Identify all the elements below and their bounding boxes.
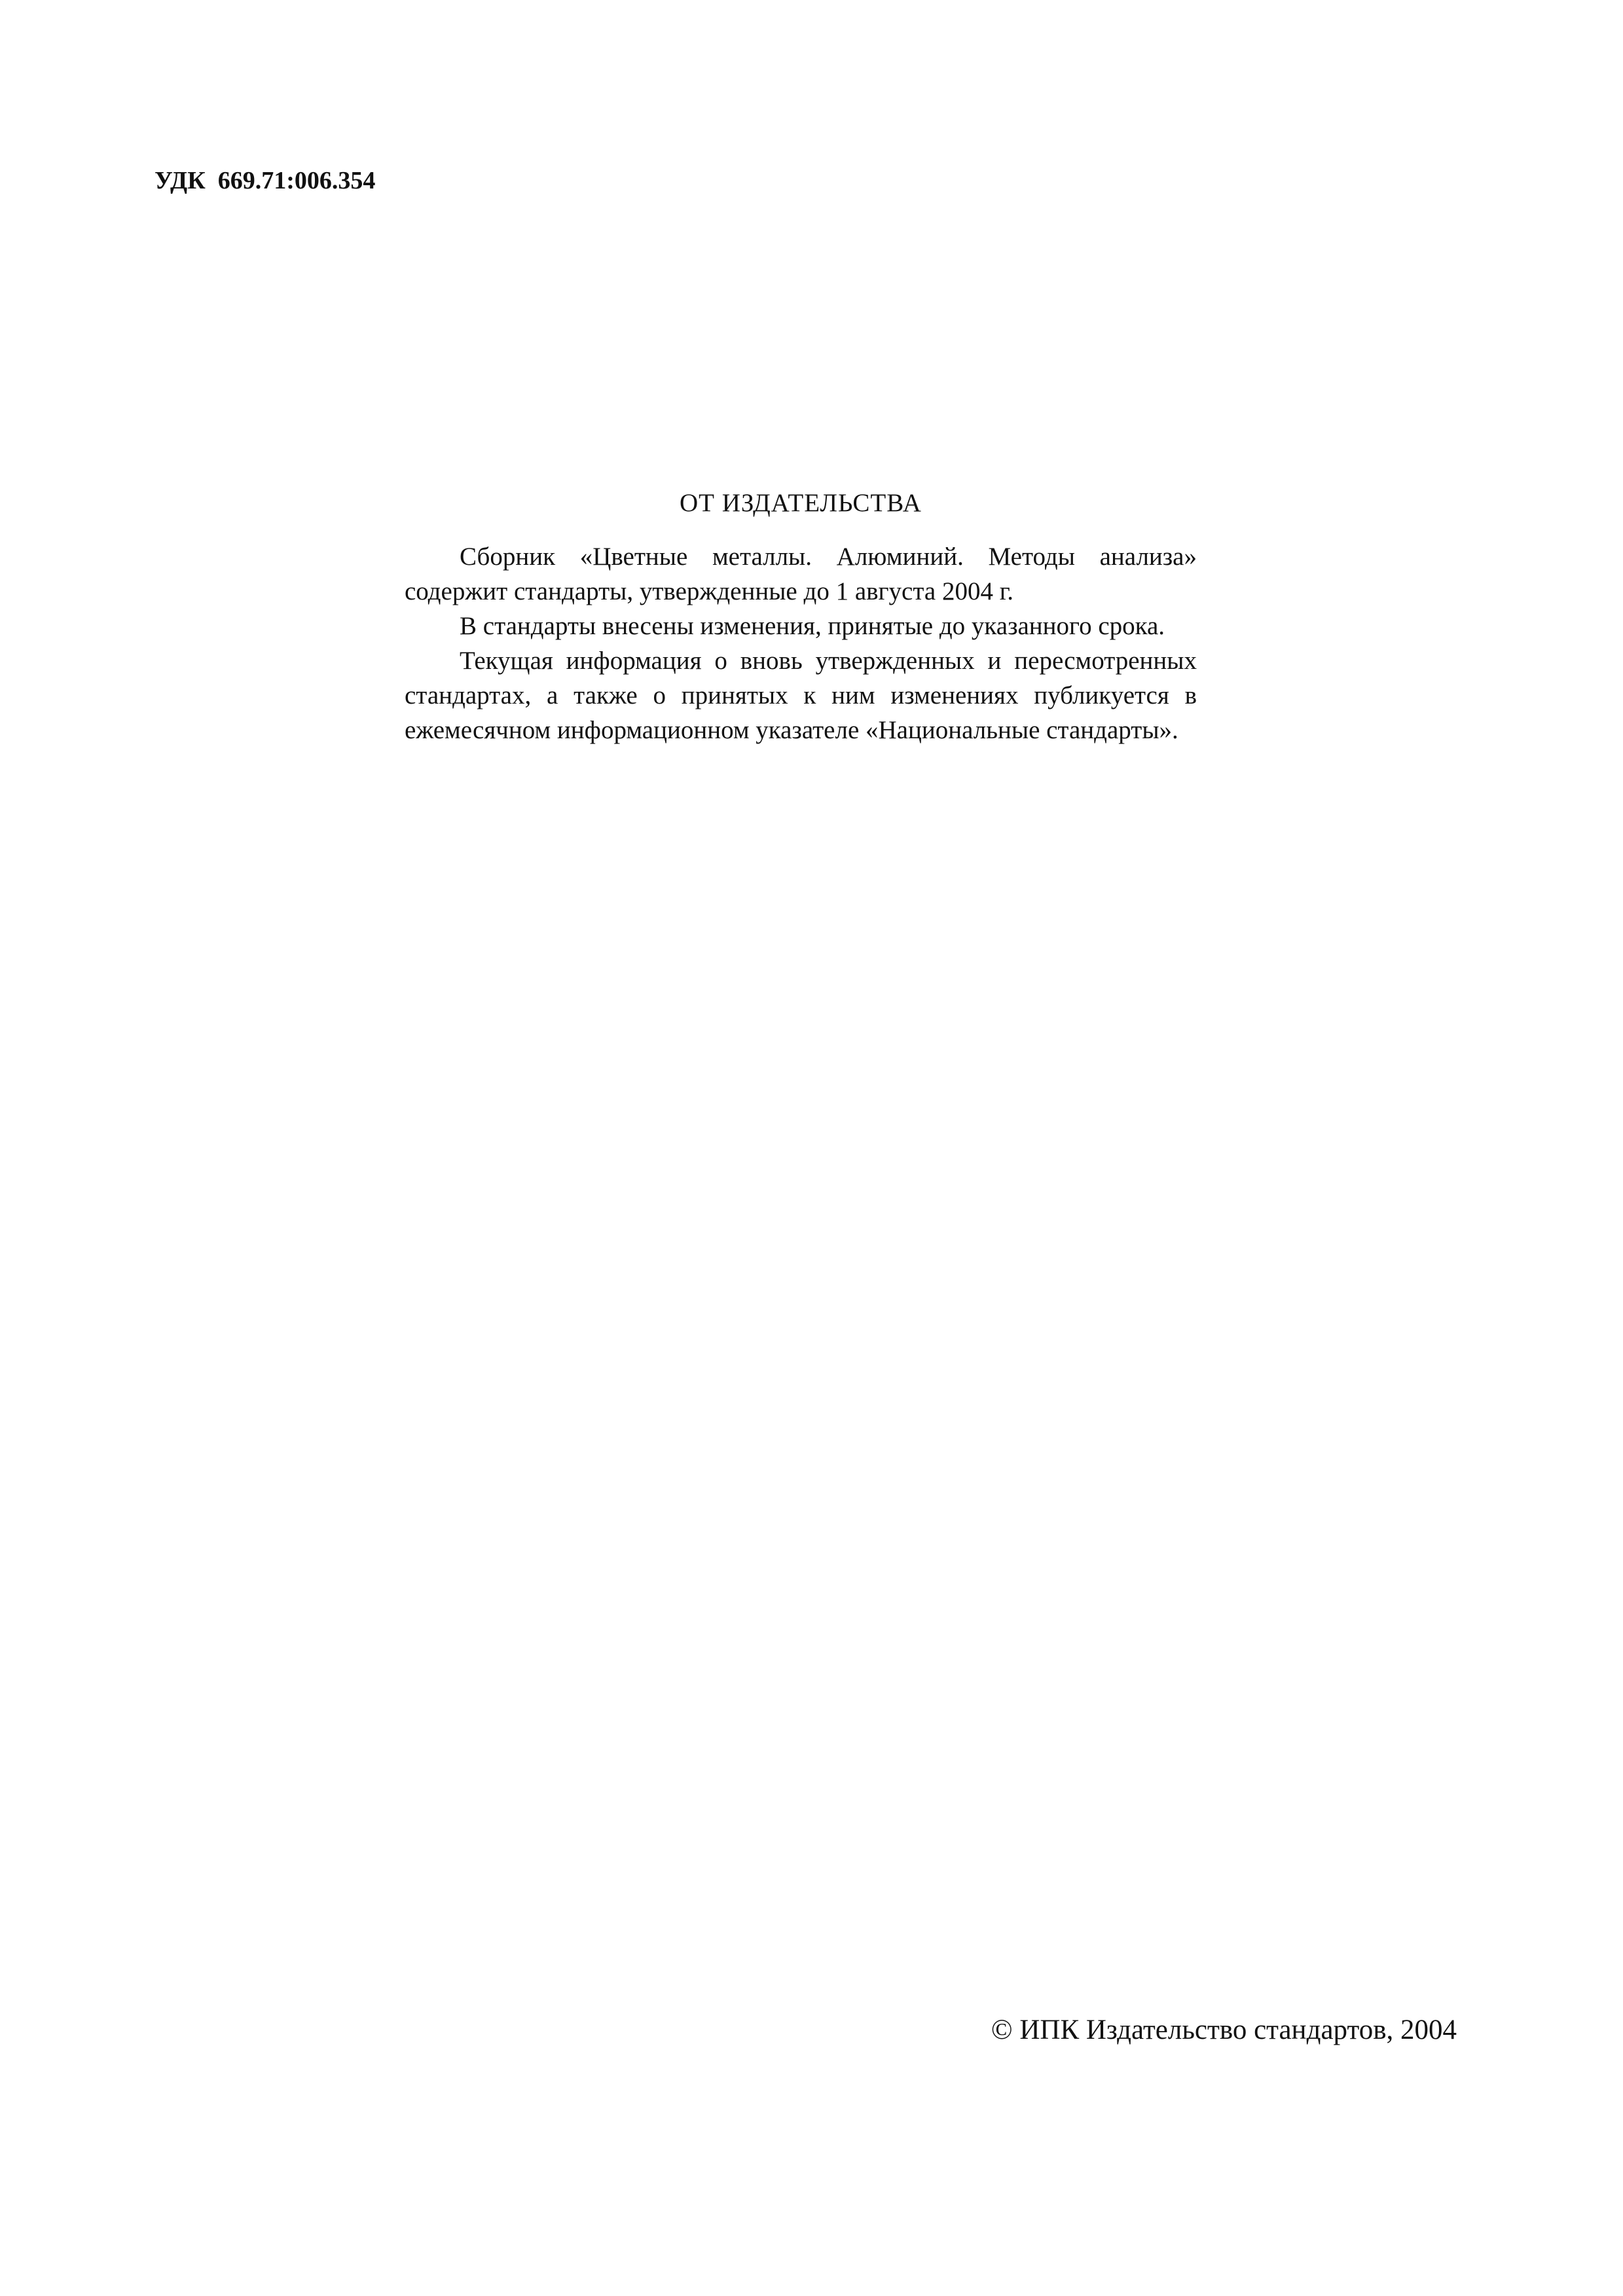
publisher-note-title: ОТ ИЗДАТЕЛЬСТВА [680,489,922,517]
publisher-note-paragraph: Сборник «Цветные металлы. Алюминий. Методы анализа» содержит стандарты, утвержденные до 1 августа 2004 г. [405,543,1197,605]
publisher-note-paragraph: В стандарты внесены изменения, принятые до указанного срока. [460,612,1165,640]
publisher-note [405,487,1197,747]
udk-code: УДК 669.71:006.354 [155,167,376,194]
copyright-notice: © ИПК Издательство стандартов, 2004 [991,2015,1457,2045]
publisher-note-paragraph: Текущая информация о вновь утвержденных и пересмотренных стандартах, а также о принятых к ним изменениях публикуется в ежемесячном информационном указателе «Национальные стандарты». [405,647,1197,744]
